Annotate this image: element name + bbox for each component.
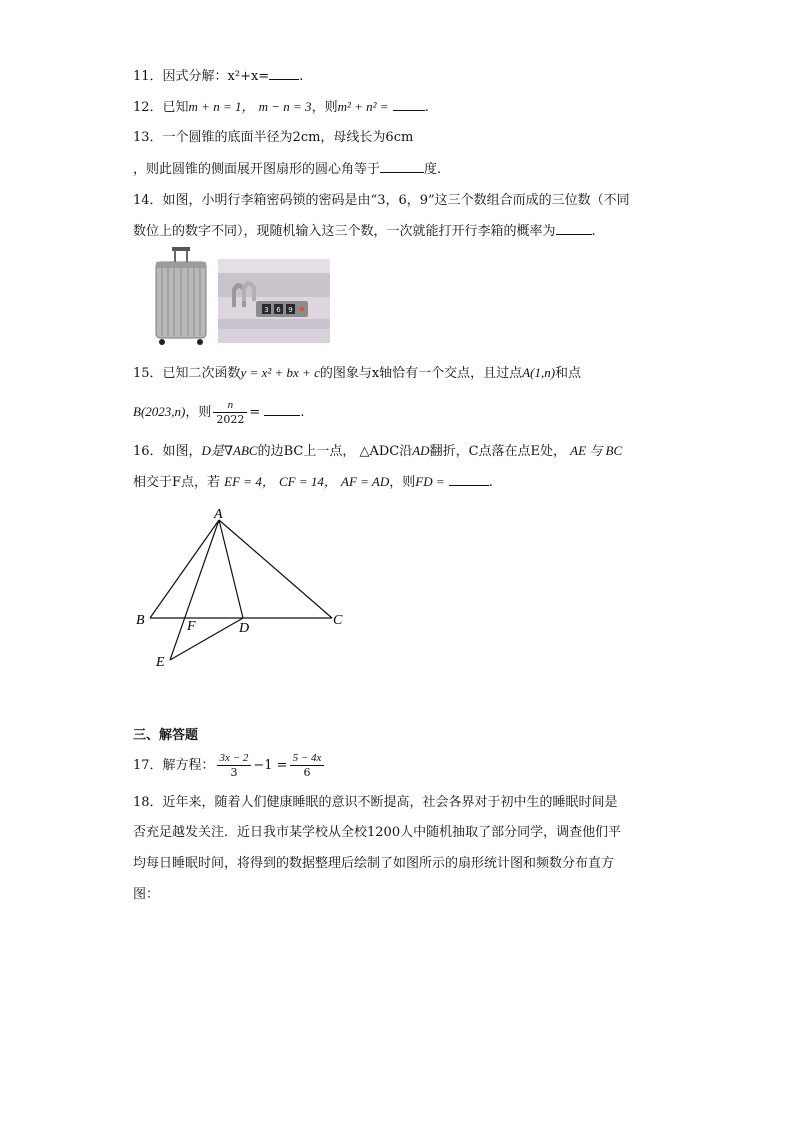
q15-point-a: A(1,n) [522, 365, 556, 380]
q14-end: . [591, 224, 596, 239]
q16-g: AE 与 BC [570, 443, 623, 458]
q16-afad: AF = AD [341, 474, 390, 489]
label-b: B [136, 613, 145, 628]
triangle-figure [128, 500, 358, 675]
q17-den2: 6 [303, 766, 311, 779]
question-18-line1: 18．近年来，随着人们健康睡眠的意识不断提高，社会各界对于初中生的睡眠时间是 [133, 795, 618, 810]
q15-point-b: B(2023,n) [133, 404, 186, 419]
answer-blank [380, 160, 424, 173]
q12-mid: ，则 [311, 100, 338, 115]
question-18-line4: 图： [133, 887, 160, 902]
segment-ab [150, 520, 219, 618]
question-15-line2 [133, 399, 305, 426]
suitcase-image [152, 244, 210, 346]
lock-closeup-image [218, 259, 330, 343]
lock-digit: 9 [288, 306, 293, 314]
q16-f: 翻折，C点落在点E处， [429, 444, 567, 459]
q15-line1c: 和点 [555, 366, 582, 381]
question-15-line1 [133, 364, 581, 383]
q13-end: 度. [424, 162, 442, 177]
q15-line1a: 15．已知二次函数 [133, 366, 241, 381]
answer-blank [393, 98, 425, 111]
label-a: A [214, 507, 223, 522]
q16-a: 16．如图， [133, 444, 202, 459]
q17-mid: −1 = [253, 758, 288, 773]
question-16-line1 [133, 442, 622, 461]
q16-d: △ADC沿 [359, 444, 413, 459]
q12-prefix: 12．已知 [133, 100, 189, 115]
q12-cond1: m + n = 1， [188, 99, 255, 114]
q13-line2: ，则此圆锥的侧面展开图扇形的圆心角等于 [133, 162, 381, 177]
q17-fraction-right [290, 752, 325, 779]
segment-ad [219, 520, 243, 618]
question-18-line3: 均每日睡眠时间，将得到的数据整理后绘制了如图所示的扇形统计图和频数分布直方 [133, 856, 615, 871]
segment-ac [219, 520, 332, 618]
question-14-line1: 14．如图，小明行李箱密码锁的密码是由“3，6，9”这三个数组合而成的三位数（不同 [133, 193, 630, 208]
q15-mid: ，则 [185, 405, 212, 420]
label-c: C [333, 613, 343, 628]
q17-den1: 3 [230, 766, 238, 779]
q16-c: 的边BC上一点， [257, 444, 356, 459]
q15-num: n [213, 399, 247, 413]
answer-blank [264, 403, 300, 416]
section-title: 三、解答题 [133, 728, 199, 743]
q17-fraction-left [217, 752, 252, 779]
q12-expr: m² + n² = [337, 99, 389, 114]
question-16-line2 [133, 473, 493, 492]
q15-eq: = [249, 405, 261, 420]
label-f: F [187, 619, 196, 634]
answer-blank [556, 222, 592, 235]
segment-ae [170, 520, 219, 660]
q16-fd: FD = [415, 474, 445, 489]
q15-func: y = x² + bx + c [240, 365, 320, 380]
q11-end: . [299, 69, 304, 84]
q16-cf: CF = 14， [278, 474, 337, 489]
q16-e: AD [412, 443, 430, 458]
question-12 [133, 98, 429, 117]
question-11 [133, 67, 303, 86]
answer-blank [269, 67, 299, 80]
segment-ed [170, 618, 243, 660]
q12-cond2: m − n = 3 [258, 99, 312, 114]
q15-den: 2022 [216, 413, 245, 426]
q17-num1: 3x − 2 [217, 752, 252, 766]
q17-num2: 5 − 4x [290, 752, 325, 766]
q15-line1b: 的图象与x轴恰有一个交点，且过点 [319, 366, 523, 381]
question-13-line2 [133, 160, 441, 179]
answer-blank [449, 473, 489, 486]
label-e: E [156, 655, 165, 670]
question-17 [133, 752, 326, 779]
q16-tri: ∇ABC [223, 443, 258, 458]
question-14-line2 [133, 222, 596, 241]
q17-label: 17．解方程： [133, 758, 215, 773]
question-13-line1: 13．一个圆锥的底面半径为2cm，母线长为6cm [133, 130, 414, 145]
q16-line2b: ，则 [389, 475, 416, 490]
q12-end: . [424, 100, 429, 115]
q16-line2a: 相交于F点，若 [133, 475, 221, 490]
q11-text: 11．因式分解：x²+x= [133, 69, 270, 84]
lock-digit: 6 [276, 306, 281, 314]
q14-line2: 数位上的数字不同），现随机输入这三个数，一次就能打开行李箱的概率为 [133, 224, 556, 239]
question-18-line2: 否充足越发关注．近日我市某学校从全校1200人中随机抽取了部分同学，调查他们平 [133, 825, 622, 840]
label-d: D [239, 621, 250, 636]
q16-ef: EF = 4， [224, 474, 275, 489]
lock-digit: 3 [264, 306, 269, 314]
q16-end: . [488, 475, 493, 490]
q16-b: D是 [201, 443, 224, 458]
q15-fraction [213, 399, 247, 426]
q15-end: . [300, 405, 305, 420]
